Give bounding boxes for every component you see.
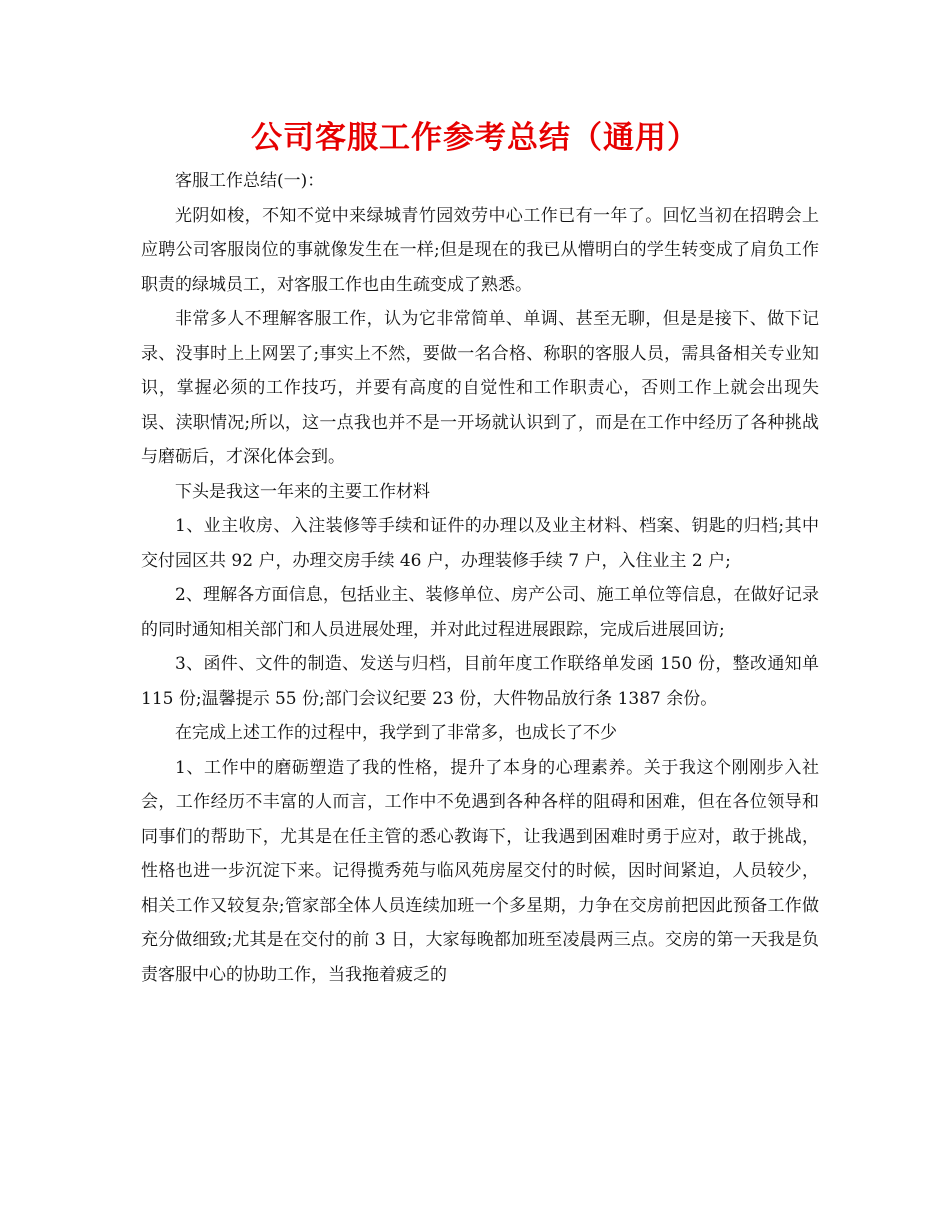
list-item: 1、业主收房、入注装修等手续和证件的办理以及业主材料、档案、钥匙的归档;其中交付园区共 92 户，办理交房手续 46 户，办理装修手续 7 户，入住业主 2 户;	[141, 516, 819, 571]
list-item: 3、函件、文件的制造、发送与归档，目前年度工作联络单发函 150 份，整改通知单 115 份;温馨提示 55 份;部门会议纪要 23 份，大件物品放行条 1387 余份。	[141, 654, 819, 709]
list-item: 1、工作中的磨砺塑造了我的性格，提升了本身的心理素养。关于我这个刚刚步入社会，工作经历不丰富的人而言，工作中不免遇到各种各样的阻碍和困难，但在各位领导和同事们的帮助下，尤其是在任主管的悉心教诲下，让我遇到困难时勇于应对，敢于挑战，性格也进一步沉淀下来。记得揽秀苑与临风苑房屋交付的时候，因时间紧迫，人员较少，相关工作又较复杂;管家部全体人员连续加班一个多星期，力争在交房前把因此预备工作做充分做细致;尤其是在交付的前 3 日，大家每晚都加班至凌晨两三点。交房的第一天我是负责客服中心的协助工作，当我拖着疲乏的	[141, 757, 819, 985]
document-title: 公司客服工作参考总结（通用）	[251, 120, 699, 156]
paragraph: 下头是我这一年来的主要工作材料	[175, 481, 430, 502]
paragraph: 在完成上述工作的过程中，我学到了非常多，也成长了不少	[175, 723, 617, 743]
document-body	[141, 164, 819, 992]
paragraph: 非常多人不理解客服工作，认为它非常简单、单调、甚至无聊，但是是接下、做下记录、没事时上上网罢了;事实上不然，要做一名合格、称职的客服人员，需具备相关专业知识，掌握必须的工作技巧，并要有高度的自觉性和工作职责心，否则工作上就会出现失误、渎职情况;所以，这一点我也并不是一开场就认识到了，而是在工作中经历了各种挑战与磨砺后，才深化体会到。	[141, 309, 819, 467]
paragraph: 光阴如梭，不知不觉中来绿城青竹园效劳中心工作已有一年了。回忆当初在招聘会上应聘公司客服岗位的事就像发生在一样;但是现在的我已从懵明白的学生转变成了肩负工作职责的绿城员工，对客服工作也由生疏变成了熟悉。	[141, 205, 819, 295]
section-heading: 客服工作总结(一)：	[175, 171, 325, 191]
list-item: 2、理解各方面信息，包括业主、装修单位、房产公司、施工单位等信息，在做好记录的同时通知相关部门和人员进展处理，并对此过程进展跟踪，完成后进展回访;	[141, 585, 819, 640]
